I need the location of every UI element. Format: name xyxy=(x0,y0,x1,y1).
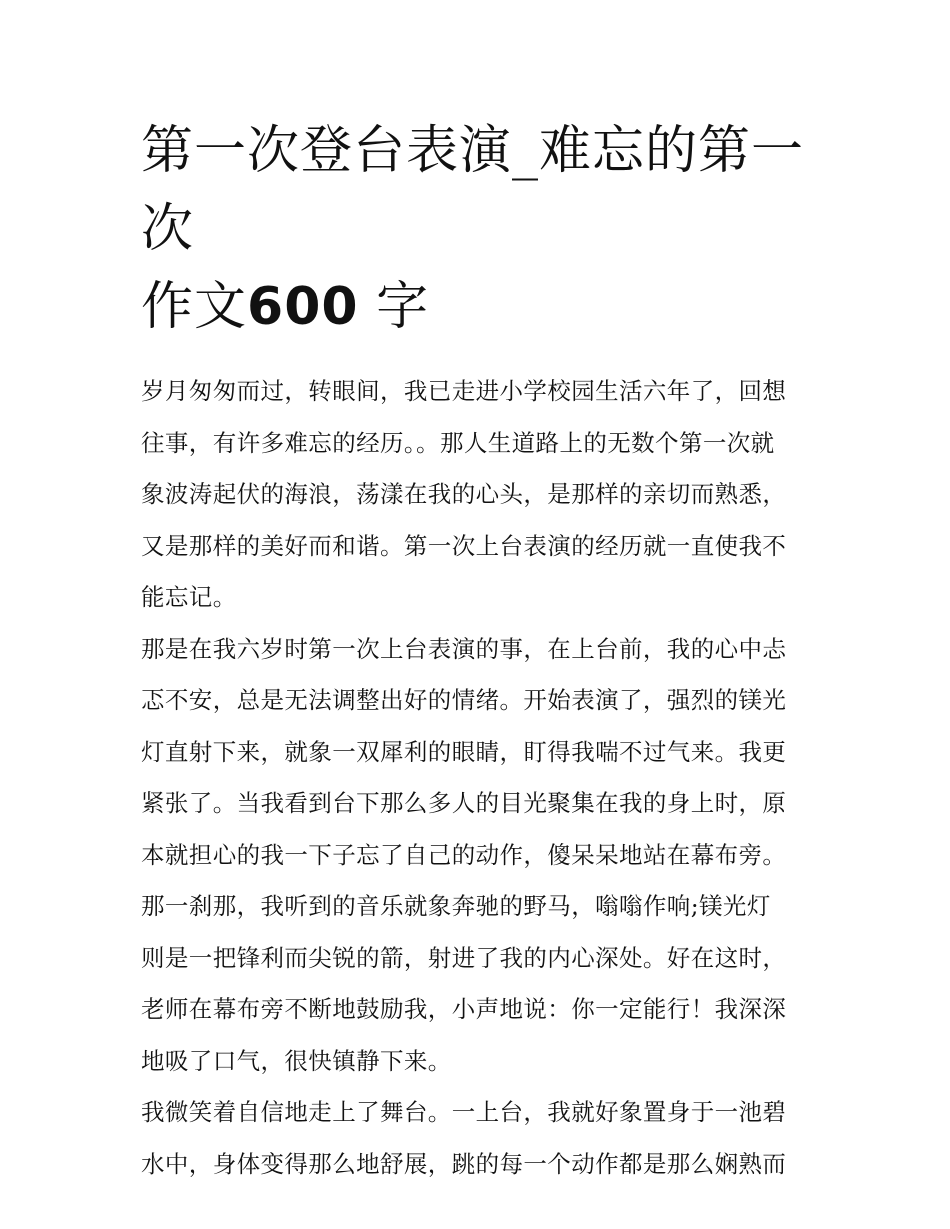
text-line: 忑不安，总是无法调整出好的情绪。开始表演了，强烈的镁光 xyxy=(141,686,787,714)
paragraph-3 xyxy=(141,1087,813,1190)
text-line: 地吸了口气，很快镇静下来。 xyxy=(141,1046,452,1075)
document-page xyxy=(141,112,813,1190)
title-text-post: 字 xyxy=(358,277,430,337)
title-number: 600 xyxy=(247,277,359,337)
text-line: 那是在我六岁时第一次上台表演的事，在上台前，我的心中忐 xyxy=(141,634,787,663)
title-line-2 xyxy=(141,277,429,337)
text-line: 往事，有许多难忘的经历。。那人生道路上的无数个第一次就 xyxy=(141,428,775,457)
text-line: 我微笑着自信地走上了舞台。一上台，我就好象置身于一池碧 xyxy=(141,1098,787,1126)
text-line: 那一刹那，我听到的音乐就象奔驰的野马，嗡嗡作响;镁光灯 xyxy=(141,892,771,920)
document-title xyxy=(141,112,813,346)
text-line: 灯直射下来，就象一双犀利的眼睛，盯得我喘不过气来。我更 xyxy=(141,737,787,766)
text-line: 水中，身体变得那么地舒展，跳的每一个动作都是那么娴熟而 xyxy=(141,1149,787,1178)
title-line-1: 第一次登台表演_难忘的第一次 xyxy=(141,121,805,259)
paragraph-2 xyxy=(141,624,813,1088)
text-line: 象波涛起伏的海浪，荡漾在我的心头，是那样的亲切而熟悉， xyxy=(141,480,787,508)
text-line: 则是一把锋利而尖锐的箭，射进了我的内心深处。好在这时， xyxy=(141,943,787,972)
text-line: 岁月匆匆而过，转眼间，我已走进小学校园生活六年了，回想 xyxy=(141,377,787,405)
text-line: 又是那样的美好而和谐。第一次上台表演的经历就一直使我不 xyxy=(141,531,787,560)
title-text-pre: 作文 xyxy=(141,277,248,337)
document-body xyxy=(141,366,813,1190)
text-line: 能忘记。 xyxy=(141,583,237,611)
text-line: 本就担心的我一下子忘了自己的动作，傻呆呆地站在幕布旁。 xyxy=(141,840,787,869)
text-line: 紧张了。当我看到台下那么多人的目光聚集在我的身上时，原 xyxy=(141,789,787,817)
paragraph-1 xyxy=(141,366,813,624)
text-line: 老师在幕布旁不断地鼓励我，小声地说：你一定能行！我深深 xyxy=(141,995,787,1023)
